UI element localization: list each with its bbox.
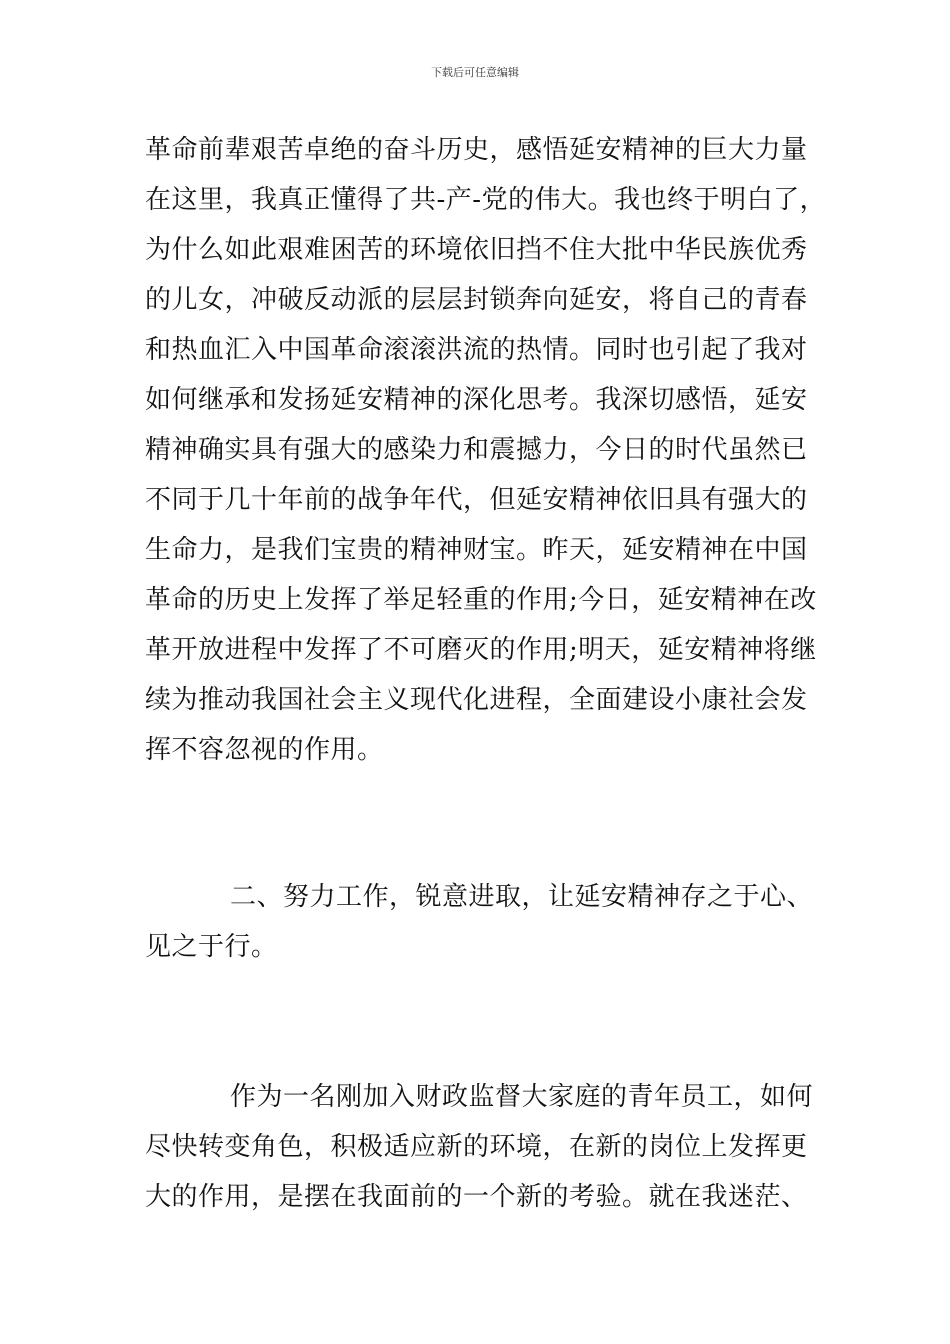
text-line: 的儿女，冲破反动派的层层封锁奔向延安，将自己的青春	[145, 285, 808, 315]
text-line: 尽快转变角色，积极适应新的环境，在新的岗位上发挥更	[145, 1132, 808, 1162]
text-line: 和热血汇入中国革命滚滚洪流的热情。同时也引起了我对	[145, 335, 808, 365]
text-line: 大的作用，是摆在我面前的一个新的考验。就在我迷茫、	[145, 1182, 808, 1212]
text-line: 精神确实具有强大的感染力和震撼力，今日的时代虽然已	[145, 435, 808, 465]
text-line: 生命力，是我们宝贵的精神财宝。昨天，延安精神在中国	[145, 535, 808, 565]
section-heading-cont: 见之于行。	[145, 932, 278, 962]
text-line: 续为推动我国社会主义现代化进程，全面建设小康社会发	[145, 685, 808, 715]
text-line: 挥不容忽视的作用。	[145, 735, 384, 765]
text-line: 革开放进程中发挥了不可磨灭的作用;明天，延安精神将继	[145, 635, 817, 665]
text-line: 革命的历史上发挥了举足轻重的作用;今日，延安精神在改	[145, 585, 817, 615]
text-line: 在这里，我真正懂得了共-产-党的伟大。我也终于明白了，	[145, 185, 827, 215]
page-header: 下载后可任意编辑	[431, 66, 519, 79]
section-heading: 二、努力工作，锐意进取，让延安精神存之于心、	[230, 882, 814, 912]
text-line: 作为一名刚加入财政监督大家庭的青年员工，如何	[230, 1082, 814, 1112]
text-line: 革命前辈艰苦卓绝的奋斗历史，感悟延安精神的巨大力量	[145, 135, 808, 165]
text-line: 不同于几十年前的战争年代，但延安精神依旧具有强大的	[145, 485, 808, 515]
text-line: 如何继承和发扬延安精神的深化思考。我深切感悟，延安	[145, 385, 808, 415]
text-line: 为什么如此艰难困苦的环境依旧挡不住大批中华民族优秀	[145, 235, 808, 265]
